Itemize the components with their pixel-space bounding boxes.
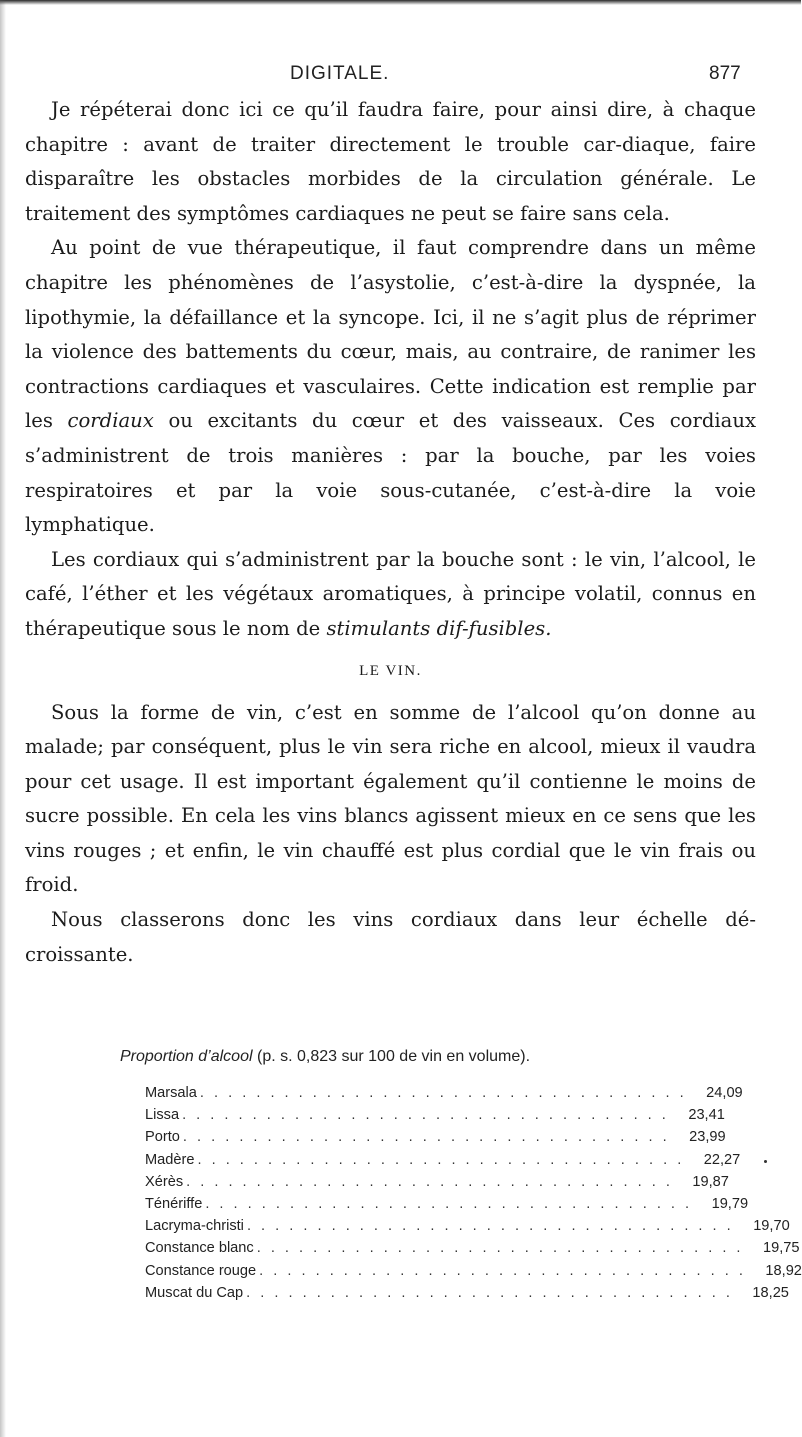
dot-leader: . . . . . . . . . . . . . . . . . . . . . . . . . . . . . . . . . . .	[182, 1129, 670, 1146]
page-left-shadow	[0, 0, 6, 1437]
section-heading: LE VIN.	[359, 662, 422, 679]
dot-leader: . . . . . . . . . . . . . . . . . . . . . . . . . . . . . . . . . . .	[199, 1085, 687, 1101]
alcohol-value: 22,27	[703, 1151, 741, 1168]
wine-name: Marsala	[145, 1082, 200, 1104]
alcohol-value: 19,87	[692, 1173, 729, 1190]
table-row	[145, 1082, 743, 1104]
paragraph-2-tail: ou excitants du cœur et des vaisseaux. Ces cordiaux s’administrent de trois manières : par la bouche, par les voies respiratoires et par la voie sous-cutanée, c’est-à-dire la voie lymphatique.	[25, 409, 757, 537]
page-header	[0, 55, 801, 85]
alcohol-value: 23,99	[689, 1129, 726, 1146]
alcohol-value: 19,79	[711, 1195, 749, 1212]
dot-leader: . . . . . . . . . . . . . . . . . . . . . . . . . . . . . . . . . . .	[197, 1151, 685, 1168]
alcohol-value: 19,70	[753, 1218, 790, 1235]
wine-name: Muscat du Cap	[145, 1282, 246, 1304]
paragraph-5: Nous classerons donc les vins cordiaux dans leur échelle dé-croissante.	[25, 908, 756, 966]
paragraph-2-italic: cordiaux	[67, 409, 154, 433]
dot-leader: . . . . . . . . . . . . . . . . . . . . . . . . . . . . . . . . . . .	[246, 1284, 733, 1301]
table-caption-rest: (p. s. 0,823 sur 100 de vin en volume).	[256, 1048, 531, 1065]
table-row	[145, 1260, 802, 1282]
wine-name: Lissa	[145, 1104, 182, 1126]
paragraph-2-text: Au point de vue thérapeutique, il faut comprendre dans un même chapitre les phénomènes de l’asystolie, c’est-à-dire la dyspnée, la lipothymie, la défaillance et la syncope. Ici, il ne s’agit plus de réprimer la violence des battements du cœur, mais, au contraire, de ranimer les contractions cardiaques et vasculaires. Cette indication est remplie par les	[25, 236, 756, 433]
page-body	[25, 93, 756, 972]
table-caption	[120, 1048, 801, 1066]
table-row	[145, 1193, 749, 1215]
page-number: 877	[709, 63, 741, 84]
paragraph-1: Je répéterai donc ici ce qu’il faudra faire, pour ainsi dire, à chaque chapitre : avant de traiter directement le trouble car-diaque, faire disparaître les obstacles morbides de la circulation générale. Le traitement des symptômes cardiaques ne peut se faire sans cela.	[25, 98, 756, 225]
dot-leader: . . . . . . . . . . . . . . . . . . . . . . . . . . . . . . . . . . .	[205, 1195, 693, 1212]
paragraph-2	[25, 231, 756, 542]
paragraph-3	[25, 543, 756, 647]
alcohol-value: 19,75	[762, 1240, 800, 1257]
wine-name: Ténériffe	[145, 1193, 205, 1215]
page-top-edge	[0, 0, 801, 5]
wine-name: Porto	[145, 1126, 183, 1148]
wine-name: Xérès	[145, 1171, 186, 1193]
running-title: DIGITALE.	[290, 63, 390, 84]
dot-leader: . . . . . . . . . . . . . . . . . . . . . . . . . . . . . . . . . . .	[259, 1262, 746, 1279]
table-row	[145, 1149, 741, 1171]
wine-name: Madère	[145, 1149, 197, 1171]
alcohol-value: 18,25	[752, 1284, 789, 1301]
paragraph-3-text: Les cordiaux qui s’administrent par la bouche sont : le vin, l’alcool, le café, l’éther et les végétaux aromatiques, à principe volatil, connus en thérapeutique sous le nom de	[25, 547, 756, 640]
dot-leader: . . . . . . . . . . . . . . . . . . . . . . . . . . . . . . . . . . .	[256, 1240, 744, 1257]
alcohol-value: 24,09	[706, 1085, 743, 1101]
paragraph-4: Sous la forme de vin, c’est en somme de l’alcool qu’on donne au malade; par conséquent, plus le vin sera riche en alcool, mieux il vaudra pour cet usage. Il est important également qu’il contienne le moins de sucre possible. En cela les vins blancs agissent mieux en ce sens que les vins rouges ; et enfin, le vin chauffé est plus cordial que le vin frais ou froid.	[25, 700, 756, 897]
alcohol-value: 23,41	[688, 1107, 725, 1124]
dot-leader: . . . . . . . . . . . . . . . . . . . . . . . . . . . . . . . . . . .	[246, 1218, 734, 1235]
wine-name: Lacryma-christi	[145, 1215, 247, 1237]
dot-leader: . . . . . . . . . . . . . . . . . . . . . . . . . . . . . . . . . . .	[186, 1173, 673, 1190]
table-row	[145, 1126, 726, 1148]
dot-leader: . . . . . . . . . . . . . . . . . . . . . . . . . . . . . . . . . . .	[182, 1107, 669, 1124]
table-caption-italic: Proportion d’alcool	[120, 1048, 253, 1065]
table-row	[145, 1215, 790, 1237]
margin-dot	[764, 1160, 767, 1163]
table-row	[145, 1104, 725, 1126]
table-row	[145, 1237, 800, 1259]
paragraph-3-italic: stimulants dif-fusibles.	[326, 616, 552, 640]
table-row	[145, 1171, 729, 1193]
table-row	[145, 1282, 789, 1304]
wine-name: Constance blanc	[145, 1237, 257, 1259]
wine-name: Constance rouge	[145, 1260, 259, 1282]
alcohol-value: 18,92	[765, 1262, 802, 1279]
wine-alcohol-table	[145, 1082, 802, 1304]
